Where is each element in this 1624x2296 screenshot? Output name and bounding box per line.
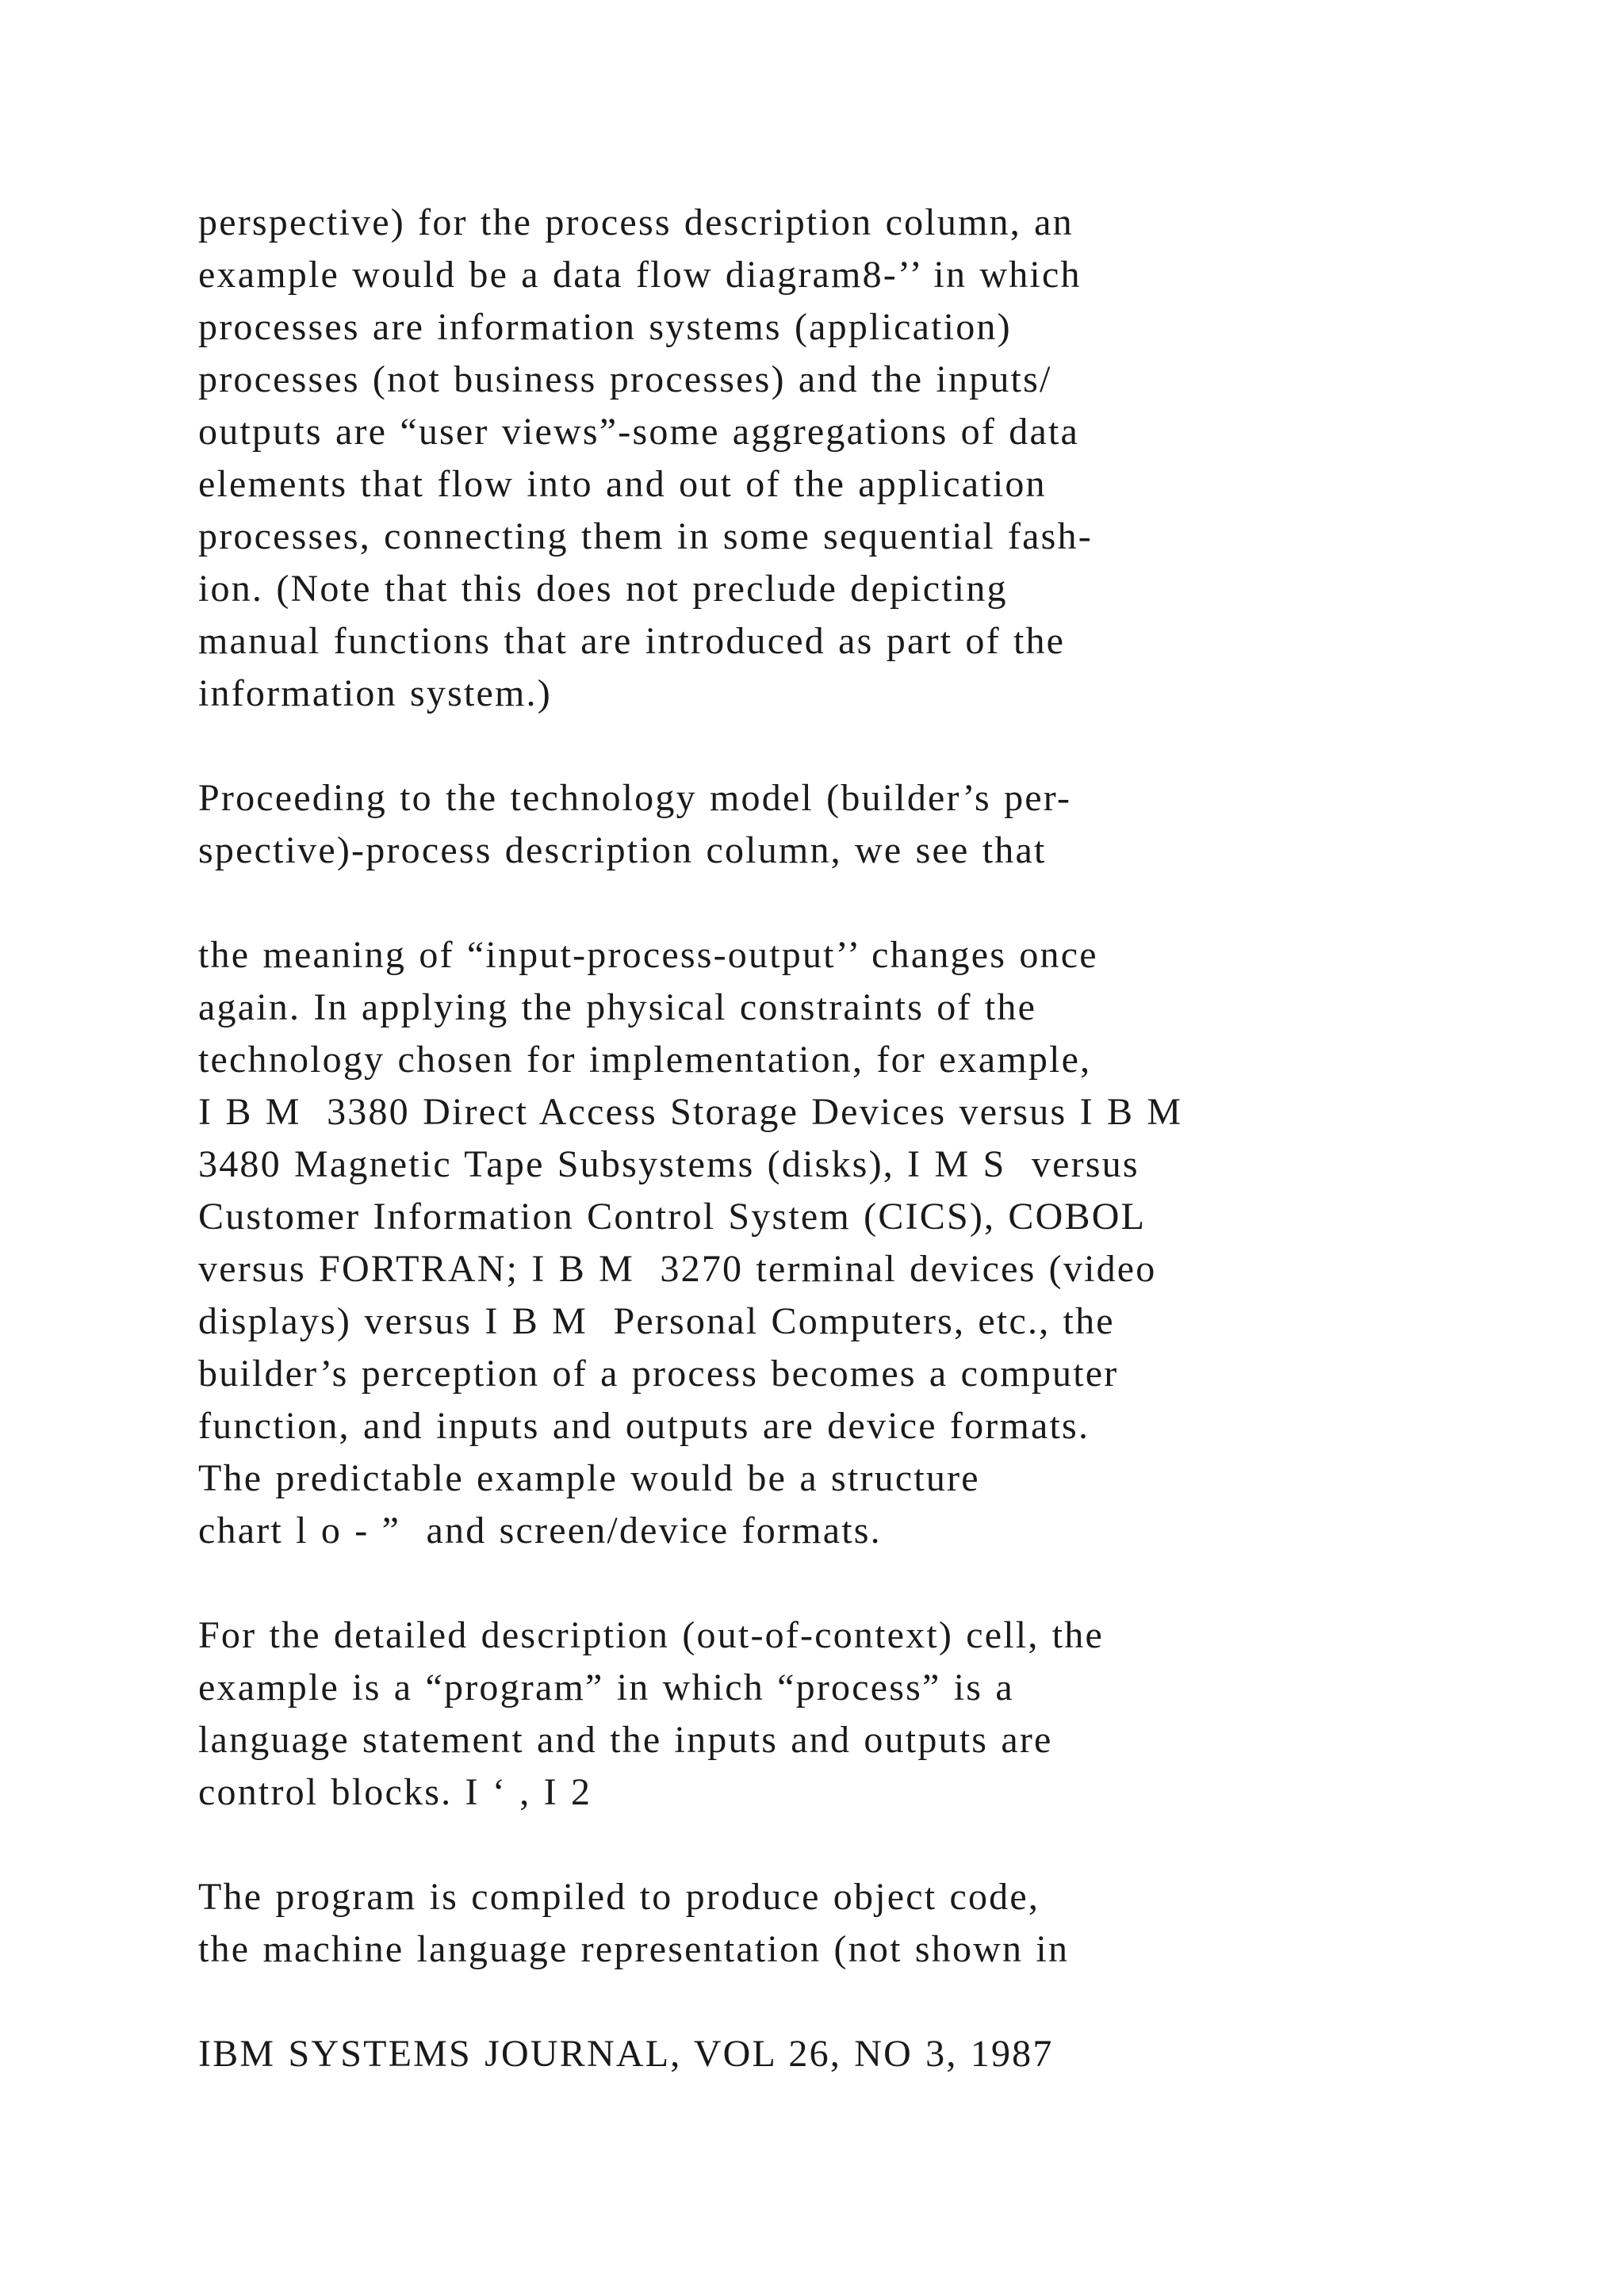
text-line: example would be a data flow diagram8-’’ in which bbox=[198, 254, 1082, 296]
paragraph-spacer bbox=[198, 877, 1562, 929]
text-line: elements that flow into and out of the application bbox=[198, 463, 1047, 505]
text-line: I B M 3380 Direct Access Storage Devices versus I B M bbox=[198, 1091, 1183, 1133]
text-line: technology chosen for implementation, for example, bbox=[198, 1039, 1092, 1081]
text-line: perspective) for the process description column, an bbox=[198, 201, 1074, 243]
text-line: again. In applying the physical constraints of the bbox=[198, 986, 1037, 1028]
text-line: processes are information systems (application) bbox=[198, 306, 1012, 348]
paragraph-4 bbox=[198, 1609, 1562, 1819]
text-line: processes, connecting them in some sequential fash- bbox=[198, 515, 1093, 557]
text-line: example is a “program” in which “process” is a bbox=[198, 1667, 1014, 1709]
paragraph-spacer bbox=[198, 720, 1562, 772]
text-line: processes (not business processes) and the inputs/ bbox=[198, 358, 1052, 400]
paragraph-5 bbox=[198, 1871, 1562, 1976]
journal-citation: IBM SYSTEMS JOURNAL, VOL 26, NO 3, 1987 bbox=[198, 2033, 1054, 2075]
text-line: Customer Information Control System (CICS), COBOL bbox=[198, 1196, 1147, 1238]
document-body bbox=[198, 197, 1562, 2080]
paragraph-spacer bbox=[198, 1819, 1562, 1871]
text-line: ion. (Note that this does not preclude depicting bbox=[198, 568, 1008, 610]
text-line: the meaning of “input-process-output’’ changes once bbox=[198, 934, 1098, 976]
text-line: the machine language representation (not shown in bbox=[198, 1928, 1070, 1970]
text-line: control blocks. I ‘ , I 2 bbox=[198, 1771, 592, 1813]
text-line: Proceeding to the technology model (builder’s per- bbox=[198, 777, 1072, 819]
journal-footer bbox=[198, 2028, 1562, 2080]
paragraph-1 bbox=[198, 197, 1562, 720]
text-line: information system.) bbox=[198, 672, 552, 714]
text-line: spective)-process description column, we see that bbox=[198, 829, 1047, 871]
paragraph-spacer bbox=[198, 1976, 1562, 2028]
text-line: chart l o - ” and screen/device formats. bbox=[198, 1510, 882, 1552]
paragraph-spacer bbox=[198, 1557, 1562, 1609]
text-line: The program is compiled to produce object code, bbox=[198, 1876, 1040, 1918]
paragraph-2 bbox=[198, 772, 1562, 877]
paragraph-3 bbox=[198, 929, 1562, 1557]
text-line: displays) versus I B M Personal Computers, etc., the bbox=[198, 1300, 1115, 1342]
text-line: outputs are “user views”-some aggregations of data bbox=[198, 411, 1079, 453]
text-line: language statement and the inputs and outputs are bbox=[198, 1719, 1053, 1761]
text-line: The predictable example would be a structure bbox=[198, 1457, 980, 1499]
text-line: versus FORTRAN; I B M 3270 terminal devices (video bbox=[198, 1248, 1157, 1290]
text-line: 3480 Magnetic Tape Subsystems (disks), I M S versus bbox=[198, 1143, 1139, 1185]
text-line: For the detailed description (out-of-context) cell, the bbox=[198, 1614, 1104, 1656]
text-line: builder’s perception of a process becomes a computer bbox=[198, 1353, 1119, 1395]
text-line: function, and inputs and outputs are device formats. bbox=[198, 1405, 1090, 1447]
text-line: manual functions that are introduced as part of the bbox=[198, 620, 1066, 662]
